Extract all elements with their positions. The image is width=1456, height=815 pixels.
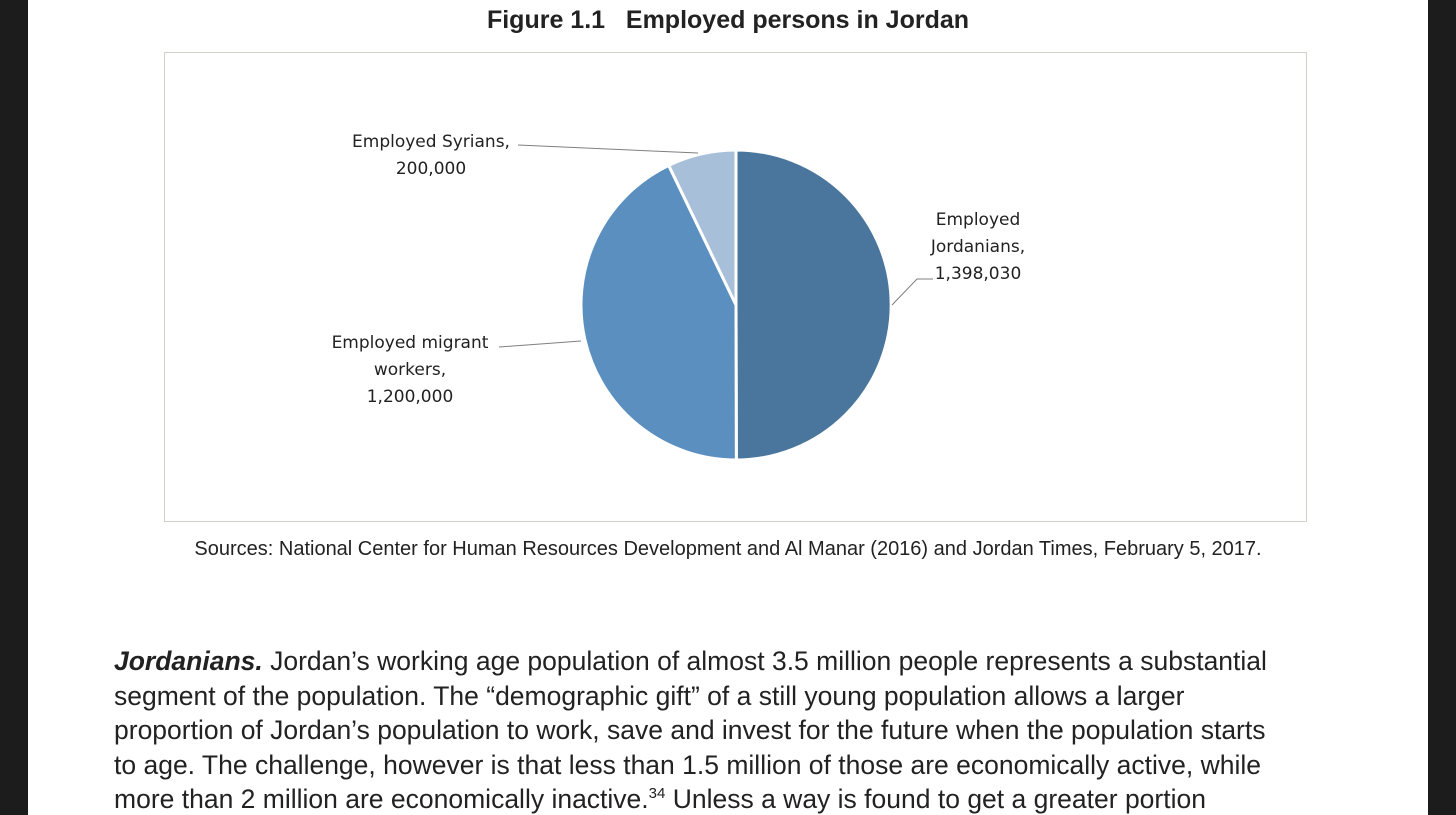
paragraph-line-4: to age. The challenge, however is that less than 1.5 million of those are economically active, while <box>114 749 1262 780</box>
paragraph-lead: Jordanians. <box>114 646 263 676</box>
pie-chart <box>165 53 1308 523</box>
slice-label-2: Employed migrant workers, 1,200,000 <box>331 333 489 407</box>
slice-label-1: Employed Jordanians, 1,398,030 <box>930 210 1026 284</box>
pie-slice-1 <box>736 150 891 460</box>
paragraph-line-5-tail: Unless a way is found to get a greater portion <box>665 784 1206 814</box>
figure-sources: Sources: National Center for Human Resources Development and Al Manar (2016) and Jordan Times, February 5, 2017. <box>194 538 1262 560</box>
document-page <box>28 0 1428 815</box>
leader-line-3 <box>518 145 698 153</box>
paragraph-line-5: more than 2 million are economically inactive. <box>114 784 649 814</box>
footnote-ref: 34 <box>648 785 666 802</box>
leader-line-2 <box>499 341 581 347</box>
paragraph-line-2: segment of the population. The “demographic gift” of a still young population allows a larger <box>114 680 1185 711</box>
body-paragraph <box>114 644 1376 815</box>
figure-title: Figure 1.1 Employed persons in Jordan <box>486 6 970 34</box>
paragraph-line-3: proportion of Jordan’s population to work, save and invest for the future when the population starts <box>114 715 1266 745</box>
leader-line-1 <box>892 279 933 305</box>
chart-frame <box>164 52 1307 522</box>
slice-label-3: Employed Syrians, 200,000 <box>352 132 510 179</box>
paragraph-line-1: Jordan’s working age population of almost 3.5 million people represents a substantial <box>262 646 1267 676</box>
